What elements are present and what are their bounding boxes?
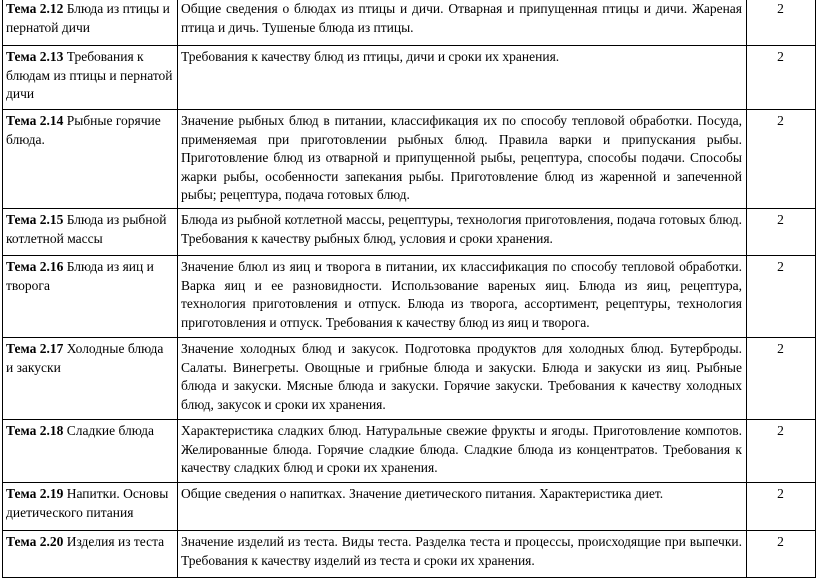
topic-title: Блюда из яиц и творога [6,259,154,293]
topic-hours: 2 [747,46,816,110]
topic-cell [3,209,178,256]
table-row [3,420,816,483]
topic-number: Тема 2.18 [6,423,64,438]
topic-hours: 2 [747,0,816,46]
topic-content: Общие сведения о блюдах из птицы и дичи. Отварная и припущенная птицы и дичи. Жареная птица и дичь. Тушеные блюда из птицы. [178,0,747,46]
table-row [3,209,816,256]
topic-cell [3,420,178,483]
table-row [3,483,816,531]
topic-number: Тема 2.13 [6,49,64,64]
topic-title: Напитки. Основы диетического питания [6,486,169,520]
topic-number: Тема 2.20 [6,534,64,549]
topic-title: Холодные блюда и закуски [6,341,164,375]
table-row [3,256,816,338]
topic-title: Изделия из теста [63,534,165,549]
topic-cell [3,0,178,46]
topic-number: Тема 2.14 [6,113,64,128]
topic-content: Значение блюл из яиц и творога в питании, их классификация по способу тепловой обработки. Варка яиц и ее разновидности. Использование вареных яиц. Блюда из яиц, рецептура, технология приготовления и отпуск. Блюда из творога, ассортимент, рецептуры, технология приготовления и отпуск. Требования к качеству блюд из яиц и творога. [178,256,747,338]
topic-title: Требования к блюдам из птицы и пернатой дичи [6,49,173,101]
topic-content: Требования к качеству блюд из птицы, дичи и сроки их хранения. [178,46,747,110]
topic-cell [3,256,178,338]
topic-number: Тема 2.16 [6,259,64,274]
topic-content: Значение холодных блюд и закусок. Подготовка продуктов для холодных блюд. Бутерброды. Салаты. Винегреты. Овощные и грибные блюда и закуски. Блюда и закуски из яиц. Рыбные блюда и закуски. Мясные блюда и закуски. Горячие закуски. Требования к качеству холодных блюд, закусок и сроки их хранения. [178,338,747,420]
topic-cell [3,483,178,531]
topic-hours: 2 [747,110,816,209]
table-row [3,110,816,209]
topic-hours: 2 [747,420,816,483]
topic-content: Блюда из рыбной котлетной массы, рецептуры, технология приготовления, подача готовых блюд. Требования к качеству рыбных блюд, условия и сроки хранения. [178,209,747,256]
table-row [3,531,816,578]
topic-cell [3,110,178,209]
topic-content: Значение рыбных блюд в питании, классификация их по способу тепловой обработки. Посуда, применяемая при приготовлении рыбных блюд. Правила варки и припускания рыбы. Приготовление блюд из отварной и припущенной рыбы, рецептура, способы подачи. Способы жарки рыбы, особенности запекания рыбы. Приготовление блюд из жаренной и запеченной рыбы; рецептура, подача готовых блюд. [178,110,747,209]
topic-number: Тема 2.19 [6,486,64,501]
topic-number: Тема 2.17 [6,341,64,356]
topic-number: Тема 2.15 [6,212,64,227]
topic-content: Значение изделий из теста. Виды теста. Разделка теста и процессы, происходящие при выпечки. Требования к качеству изделий из теста и сроки их хранения. [178,531,747,578]
topic-hours: 2 [747,338,816,420]
table-row [3,46,816,110]
topic-hours: 2 [747,483,816,531]
topic-title: Блюда из птицы и пернатой дичи [6,1,170,35]
topic-title: Блюда из рыбной котлетной массы [6,212,167,246]
topic-hours: 2 [747,256,816,338]
topic-cell [3,338,178,420]
topic-hours: 2 [747,209,816,256]
topic-title: Сладкие блюда [63,423,155,438]
table-row [3,338,816,420]
topic-cell [3,46,178,110]
table-row [3,0,816,46]
curriculum-table [2,0,816,578]
topic-title: Рыбные горячие блюда. [6,113,161,147]
topic-content: Общие сведения о напитках. Значение диетического питания. Характеристика диет. [178,483,747,531]
topic-hours: 2 [747,531,816,578]
topic-cell [3,531,178,578]
topic-number: Тема 2.12 [6,1,64,16]
topic-content: Характеристика сладких блюд. Натуральные свежие фрукты и ягоды. Приготовление компотов. Желированные блюда. Горячие сладкие блюда. Сладкие блюда из концентратов. Требования к качеству сладких блюд и сроки их хранения. [178,420,747,483]
